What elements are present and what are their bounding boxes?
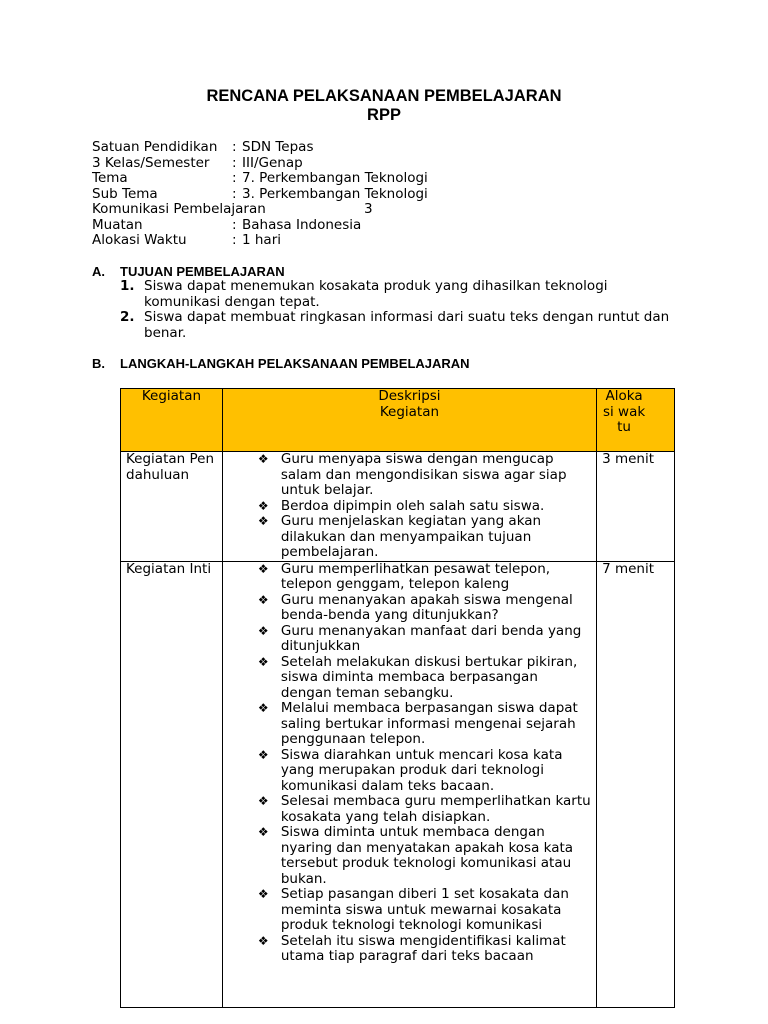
info-separator: : (232, 216, 237, 233)
list-item-text: Guru memperlihatkan pesawat telepon, telepon genggam, telepon kaleng (280, 560, 551, 592)
info-value: III/Genap (242, 154, 303, 171)
kegiatan-name: Kegiatan Pendahuluan (126, 451, 215, 483)
cell-deskripsi (222, 561, 596, 1007)
header-alokasi (597, 389, 675, 452)
info-separator: : (232, 139, 237, 155)
section-title: LANGKAH-LANGKAH PELAKSANAAN PEMBELAJARAN (120, 356, 470, 371)
info-label: Satuan Pendidikan (92, 139, 218, 155)
list-item (258, 887, 591, 934)
info-separator: : (232, 185, 237, 202)
list-item-text: Guru menyapa siswa dengan mengucap salam dan mengondisikan siswa agar siap untuk belajar. (280, 451, 567, 498)
list-item (258, 624, 591, 655)
list-item (258, 452, 591, 499)
list-item (258, 748, 591, 795)
info-label: Sub Tema (92, 185, 158, 202)
cell-kegiatan (121, 452, 223, 562)
header-alokasi-text: Alokasi waktu (602, 388, 646, 435)
list-item-text: Setelah melakukan diskusi bertukar pikiran, siswa diminta membaca berpasangan dengan teman sebangku. (280, 653, 578, 701)
cell-waktu: 7 menit (597, 561, 675, 1007)
info-value: 3 (364, 201, 373, 217)
list-item-text: Setelah itu siswa mengidentifikasi kalimat utama tiap paragraf dari teks bacaan (280, 932, 566, 964)
header-deskripsi (222, 389, 596, 452)
bullet-icon: ❖ (257, 498, 269, 513)
cell-kegiatan: Kegiatan Inti (121, 561, 223, 1007)
list-item-text: Berdoa dipimpin oleh salah satu siswa. (280, 497, 545, 514)
list-item-text: Siswa diminta untuk membaca dengan nyaring dan menyatakan apakah kosa kata tersebut produk teknologi komunikasi atau bukan. (280, 824, 574, 887)
section-letter: A. (92, 264, 105, 279)
list-item (258, 825, 591, 887)
info-value: SDN Tepas (242, 139, 314, 155)
info-label: Muatan (92, 216, 143, 233)
table-row (121, 452, 675, 562)
bullet-icon: ❖ (257, 592, 269, 607)
bullet-icon: ❖ (257, 887, 269, 901)
list-item-text: Guru menanyakan apakah siswa mengenal benda-benda yang ditunjukkan? (280, 591, 573, 623)
list-item (258, 562, 591, 593)
info-value: 7. Perkembangan Teknologi (242, 170, 428, 186)
objective-number: 2. (120, 309, 135, 325)
info-label: Tema (92, 170, 128, 186)
bullet-icon: ❖ (257, 452, 269, 466)
bullet-icon: ❖ (257, 561, 269, 576)
list-item (258, 794, 591, 825)
objectives-list (120, 279, 680, 341)
bullet-icon: ❖ (257, 623, 269, 638)
objective-number: 1. (120, 278, 135, 294)
section-b-heading (92, 356, 470, 371)
info-value: 1 hari (242, 232, 282, 248)
info-label: 3 Kelas/Semester (92, 154, 210, 171)
header-deskripsi-text: Deskripsi Kegiatan (378, 388, 441, 420)
objective-item (120, 310, 680, 341)
document-subtitle: RPP (367, 106, 401, 124)
info-value: 3. Perkembangan Teknologi (242, 185, 428, 202)
activity-list (228, 562, 591, 965)
info-value: Bahasa Indonesia (242, 216, 362, 233)
table-row (121, 561, 675, 1007)
list-item-text: Guru menjelaskan kegiatan yang akan dilakukan dan menyampaikan tujuan pembelajaran. (280, 513, 542, 560)
header-kegiatan: Kegiatan (121, 389, 223, 452)
activity-table (120, 388, 675, 1008)
list-item-text: Setiap pasangan diberi 1 set kosakata dan meminta siswa untuk mewarnai kosakata produk teknologi teknologi komunikasi (280, 886, 569, 933)
info-separator: : (232, 232, 237, 248)
cell-waktu: 3 menit (597, 452, 675, 562)
section-letter: B. (92, 356, 105, 371)
list-item (258, 499, 591, 515)
list-item-text: Siswa diarahkan untuk mencari kosa kata yang merupakan produk dari teknologi komunikasi dalam teks bacaan. (280, 746, 563, 794)
bullet-icon: ❖ (257, 825, 269, 839)
objective-text: Siswa dapat menemukan kosakata produk yang dihasilkan teknologi komunikasi dengan tepat. (144, 278, 608, 310)
info-separator: : (232, 170, 237, 186)
bullet-icon: ❖ (257, 933, 269, 948)
list-item (258, 934, 591, 965)
objective-item (120, 279, 680, 310)
list-item-text: Melalui membaca berpasangan siswa dapat saling bertukar informasi mengenai sejarah penggunaan telepon. (280, 700, 578, 747)
list-item (258, 701, 591, 748)
list-item-text: Selesai membaca guru memperlihatkan kartu kosakata yang telah disiapkan. (280, 793, 591, 825)
document-title: RENCANA PELAKSANAAN PEMBELAJARAN (206, 87, 562, 105)
list-item-text: Guru menanyakan manfaat dari benda yang ditunjukkan (280, 622, 582, 654)
bullet-icon: ❖ (257, 747, 269, 762)
section-title: TUJUAN PEMBELAJARAN (120, 264, 285, 279)
bullet-icon: ❖ (257, 794, 269, 808)
list-item (258, 593, 591, 624)
bullet-icon: ❖ (257, 701, 269, 715)
list-item (258, 655, 591, 702)
bullet-icon: ❖ (257, 654, 269, 669)
activity-list (228, 452, 591, 561)
cell-deskripsi (222, 452, 596, 562)
info-label: Alokasi Waktu (92, 232, 187, 248)
list-item (258, 514, 591, 561)
info-separator: : (232, 154, 237, 171)
objective-text: Siswa dapat membuat ringkasan informasi dari suatu teks dengan runtut dan benar. (144, 309, 670, 341)
bullet-icon: ❖ (257, 514, 269, 528)
section-a-heading (92, 264, 285, 279)
table-header-row (121, 389, 675, 452)
info-label: Komunikasi Pembelajaran (92, 201, 266, 217)
